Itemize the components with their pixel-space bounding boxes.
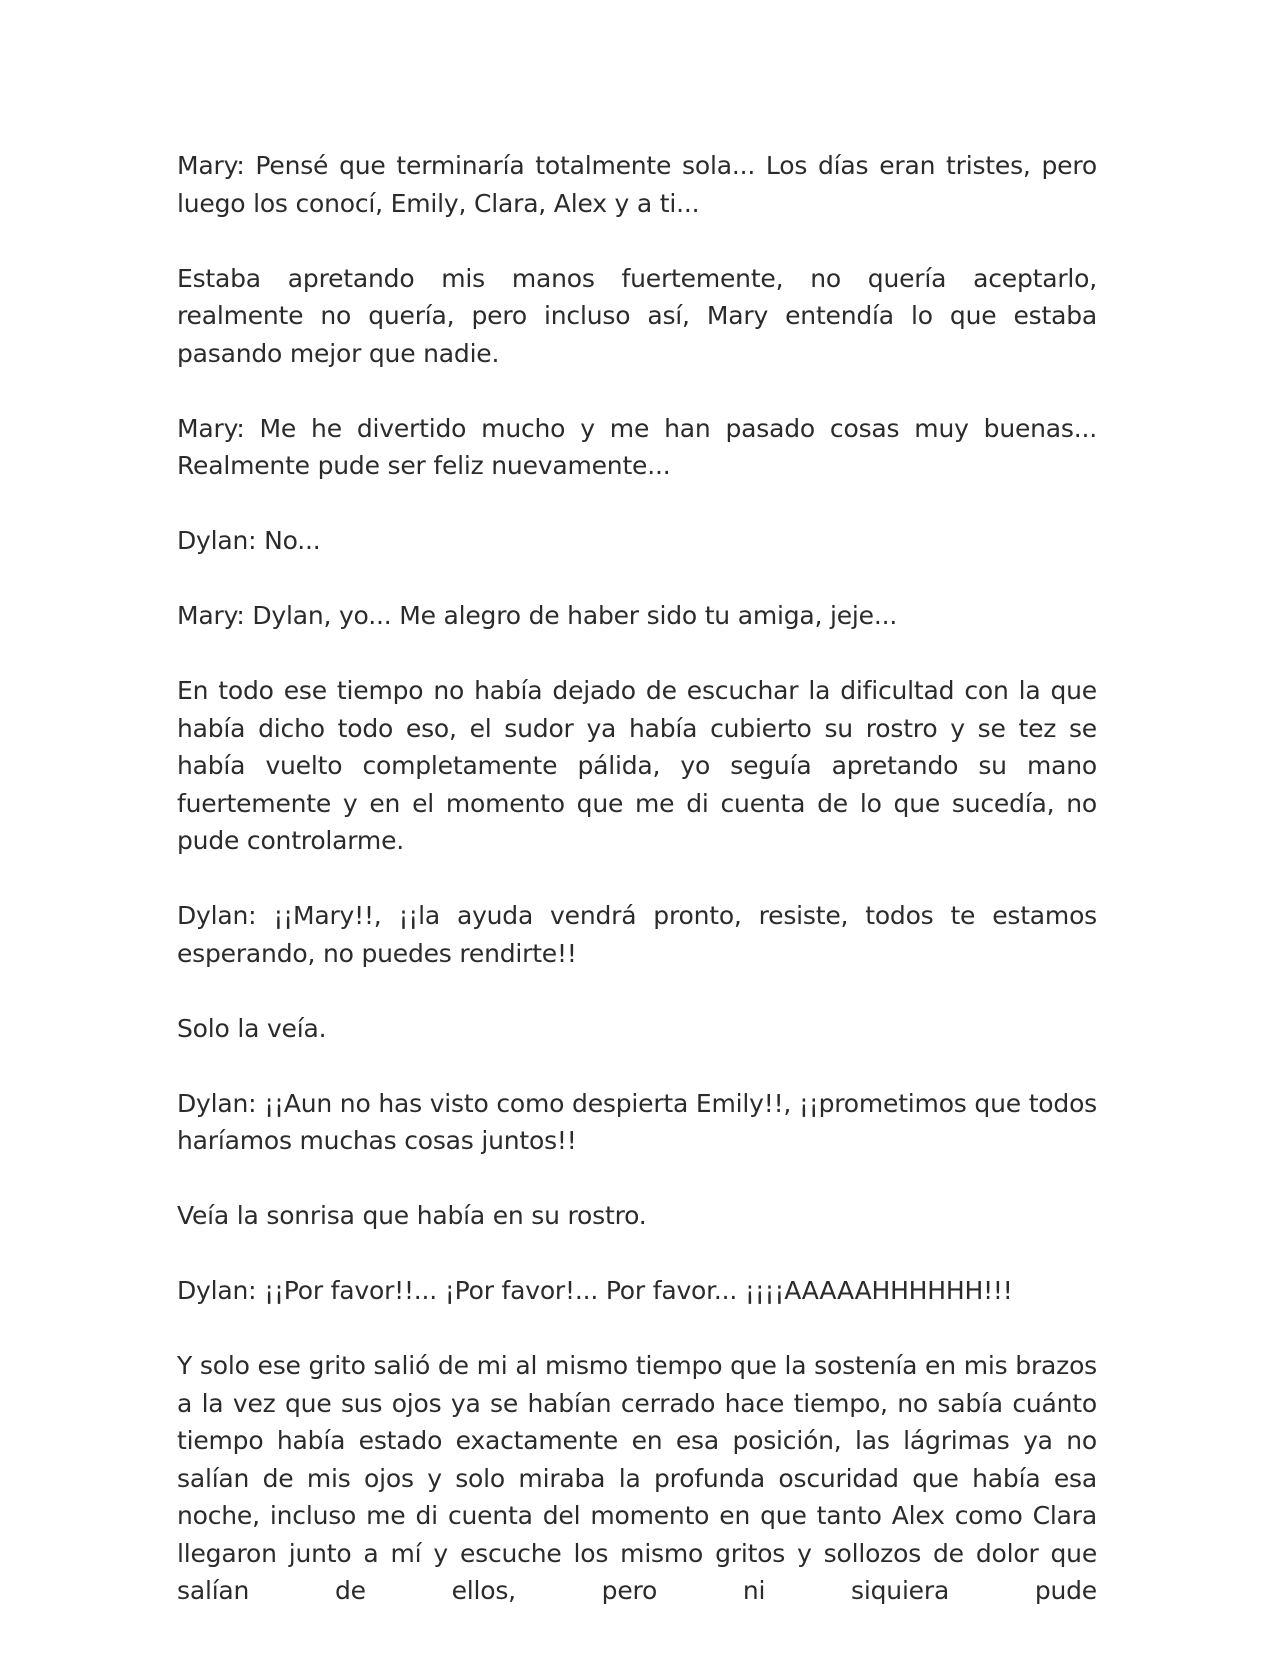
document-page bbox=[177, 147, 1097, 1647]
paragraph-mary-fun: Mary: Me he divertido mucho y me han pasado cosas muy buenas... Realmente pude ser feliz nuevamente... bbox=[177, 413, 1097, 480]
paragraph-smile: Veía la sonrisa que había en su rostro. bbox=[177, 1201, 647, 1230]
paragraph-difficulty: En todo ese tiempo no había dejado de escuchar la dificultad con la que había dicho todo eso, el sudor ya había cubierto su rostro y se tez se había vuelto completamente pálida, yo seguía apretando su mano fuertemente y en el momento que me di cuenta de lo que sucedía, no pude controlarme. bbox=[177, 676, 1097, 855]
paragraph-mary-friend: Mary: Dylan, yo... Me alegro de haber sido tu amiga, jeje... bbox=[177, 601, 898, 630]
paragraph-mary-alone: Mary: Pensé que terminaría totalmente sola... Los días eran tristes, pero luego los conocí, Emily, Clara, Alex y a ti... bbox=[177, 151, 1097, 218]
paragraph-dylan-help: Dylan: ¡¡Mary!!, ¡¡la ayuda vendrá pronto, resiste, todos te estamos esperando, no puedes rendirte!! bbox=[177, 901, 1097, 968]
paragraph-dylan-no: Dylan: No... bbox=[177, 526, 321, 555]
paragraph-final: Y solo ese grito salió de mi al mismo tiempo que la sostenía en mis brazos a la vez que sus ojos ya se habían cerrado hace tiempo, no sabía cuánto tiempo había estado exactamente en esa posición, las lágrimas ya no salían de mis ojos y solo miraba la profunda oscuridad que había esa noche, incluso me di cuenta del momento en que tanto Alex como Clara llegaron junto a mí y escuche los mismo gritos y sollozos de dolor que salían de ellos, pero ni siquiera pude bbox=[177, 1351, 1097, 1605]
paragraph-dylan-emily: Dylan: ¡¡Aun no has visto como despierta Emily!!, ¡¡prometimos que todos haríamos muchas cosas juntos!! bbox=[177, 1088, 1097, 1155]
paragraph-dylan-scream: Dylan: ¡¡Por favor!!... ¡Por favor!... Por favor... ¡¡¡¡AAAAAHHHHHH!!! bbox=[177, 1276, 1013, 1305]
paragraph-squeezing-hands: Estaba apretando mis manos fuertemente, no quería aceptarlo, realmente no quería, pero incluso así, Mary entendía lo que estaba pasando mejor que nadie. bbox=[177, 263, 1097, 368]
paragraph-only-saw-her: Solo la veía. bbox=[177, 1013, 327, 1043]
